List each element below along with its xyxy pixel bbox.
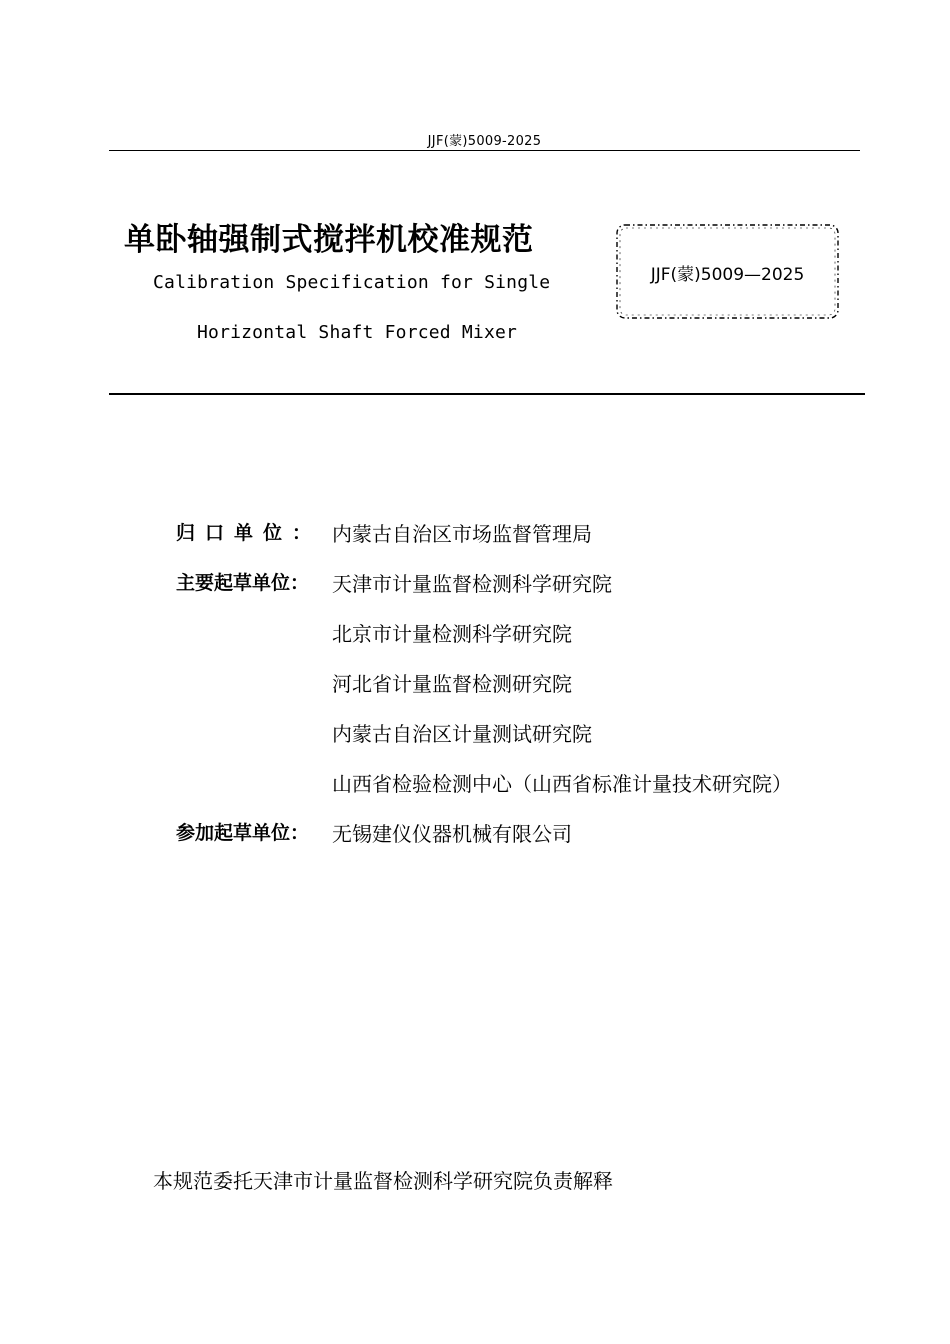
main-drafting-unit: 北京市计量检测科学研究院 xyxy=(332,622,572,646)
participating-unit-value: 无锡建仪仪器机械有限公司 xyxy=(332,822,572,846)
main-drafting-row xyxy=(176,768,876,794)
participating-unit-row xyxy=(176,818,876,844)
specification-code-box xyxy=(613,221,842,322)
document-title-en-line2: Horizontal Shaft Forced Mixer xyxy=(197,322,518,343)
interpretation-note: 本规范委托天津市计量监督检测科学研究院负责解释 xyxy=(153,1169,613,1193)
main-drafting-unit: 内蒙古自治区计量测试研究院 xyxy=(332,722,592,746)
header-rule xyxy=(109,150,860,151)
document-title-zh: 单卧轴强制式搅拌机校准规范 xyxy=(124,222,534,258)
responsible-unit-value: 内蒙古自治区市场监督管理局 xyxy=(332,522,592,546)
main-drafting-unit: 河北省计量监督检测研究院 xyxy=(332,672,572,696)
main-drafting-unit: 天津市计量监督检测科学研究院 xyxy=(332,572,612,596)
document-title-en-line1: Calibration Specification for Single xyxy=(153,272,551,293)
main-drafting-row xyxy=(176,568,876,594)
section-rule xyxy=(109,393,865,395)
responsible-unit-label: 归口单位： xyxy=(176,522,322,544)
main-drafting-label: 主要起草单位： xyxy=(176,572,310,594)
main-drafting-row xyxy=(176,618,876,644)
main-drafting-row xyxy=(176,668,876,694)
participating-unit-label: 参加起草单位： xyxy=(176,822,310,844)
main-drafting-unit: 山西省检验检测中心（山西省标准计量技术研究院） xyxy=(332,772,792,796)
running-head: JJF(蒙)5009-2025 xyxy=(427,134,542,149)
main-drafting-row xyxy=(176,718,876,744)
responsible-unit-row xyxy=(176,518,876,544)
specification-code: JJF(蒙)5009—2025 xyxy=(650,265,805,285)
